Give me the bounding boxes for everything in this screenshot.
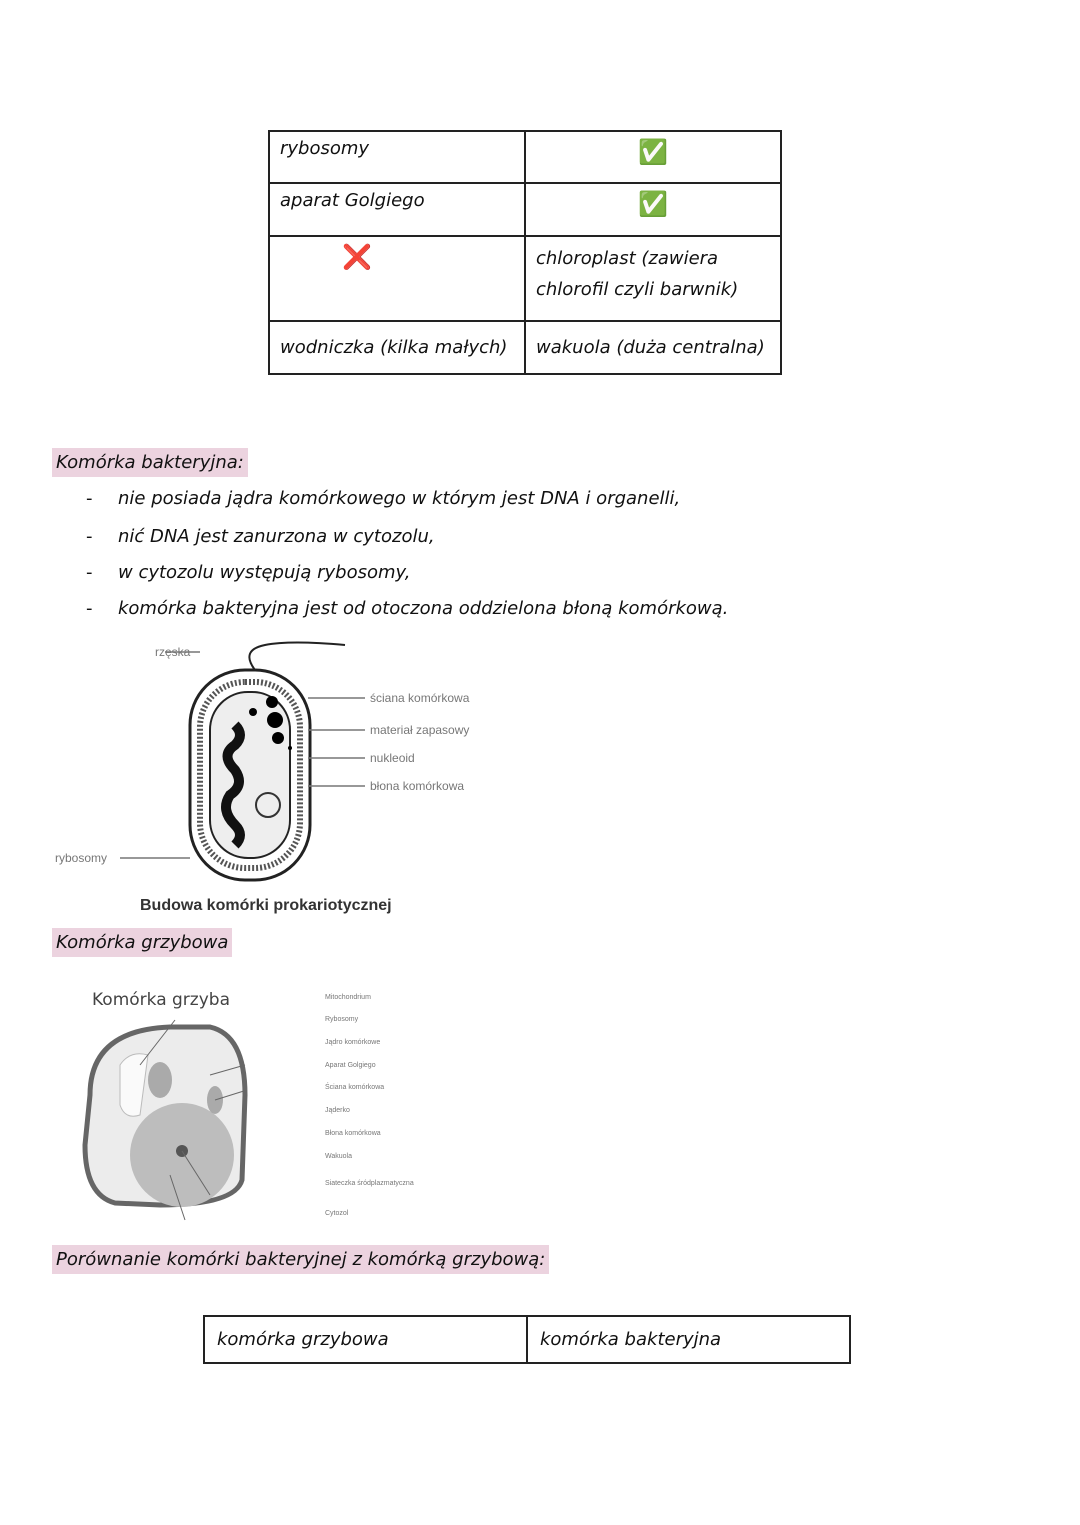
- table-row: [269, 131, 781, 183]
- comparison-table-fungus-bacteria: [203, 1315, 851, 1364]
- table-row: [269, 321, 781, 374]
- list-item: - nie posiada jądra komórkowego w którym jest DNA i organelli,: [86, 488, 681, 509]
- cross-icon: ❌: [269, 236, 525, 321]
- table-row: [269, 183, 781, 236]
- table-cell: aparat Golgiego: [269, 183, 525, 236]
- section-heading-fungus: Komórka grzybowa: [52, 928, 232, 957]
- list-item: - w cytozolu występują rybosomy,: [86, 562, 411, 583]
- label-rybosomy: rybosomy: [55, 851, 108, 865]
- list-item-text: nie posiada jądra komórkowego w którym jest DNA i organelli,: [118, 488, 681, 509]
- label-blona: błona komórkowa: [370, 779, 465, 793]
- label-material: materiał zapasowy: [370, 723, 470, 737]
- label: Mitochondrium: [325, 994, 371, 1001]
- table-header: komórka grzybowa: [204, 1316, 527, 1363]
- figure-title: Komórka grzyba: [92, 990, 230, 1010]
- table-header: komórka bakteryjna: [527, 1316, 850, 1363]
- table-cell: wodniczka (kilka małych): [269, 321, 525, 374]
- list-item-text: w cytozolu występują rybosomy,: [118, 562, 411, 583]
- fungal-labels: [325, 994, 414, 1217]
- section-heading-bacteria: Komórka bakteryjna:: [52, 448, 248, 477]
- table-cell: chloroplast (zawiera chlorofil czyli barwnik): [525, 236, 781, 321]
- list-item-text: komórka bakteryjna jest od otoczona oddzielona błoną komórkową.: [118, 598, 729, 619]
- table-cell: rybosomy: [269, 131, 525, 183]
- label-rzeska: rzęska: [155, 645, 191, 659]
- label-sciana: ściana komórkowa: [370, 691, 470, 705]
- section-heading-comparison: Porównanie komórki bakteryjnej z komórką grzybową:: [52, 1245, 549, 1274]
- label: Cytozol: [325, 1210, 349, 1217]
- label: Aparat Golgiego: [325, 1062, 376, 1069]
- comparison-table-plant-animal: [268, 130, 782, 375]
- table-row: [204, 1316, 850, 1363]
- label: Jąderko: [325, 1107, 350, 1114]
- check-icon: ✅: [525, 183, 781, 236]
- list-item: - komórka bakteryjna jest od otoczona oddzielona błoną komórkową.: [86, 598, 729, 619]
- label: Siateczka śródplazmatyczna: [325, 1180, 414, 1187]
- table-cell: wakuola (duża centralna): [525, 321, 781, 374]
- figure-caption: Budowa komórki prokariotycznej: [140, 897, 392, 914]
- label: Błona komórkowa: [325, 1130, 381, 1137]
- list-item: - nić DNA jest zanurzona w cytozolu,: [86, 526, 435, 547]
- fungal-cell-diagram: [60, 975, 420, 1225]
- label: Rybosomy: [325, 1016, 359, 1023]
- check-icon: ✅: [525, 131, 781, 183]
- list-item-text: nić DNA jest zanurzona w cytozolu,: [118, 526, 435, 547]
- prokaryotic-cell-diagram: [40, 630, 520, 920]
- table-row: [269, 236, 781, 321]
- label: Ściana komórkowa: [325, 1084, 385, 1091]
- label-nukleoid: nukleoid: [370, 751, 415, 765]
- label: Wakuola: [325, 1153, 352, 1160]
- label: Jądro komórkowe: [325, 1039, 381, 1046]
